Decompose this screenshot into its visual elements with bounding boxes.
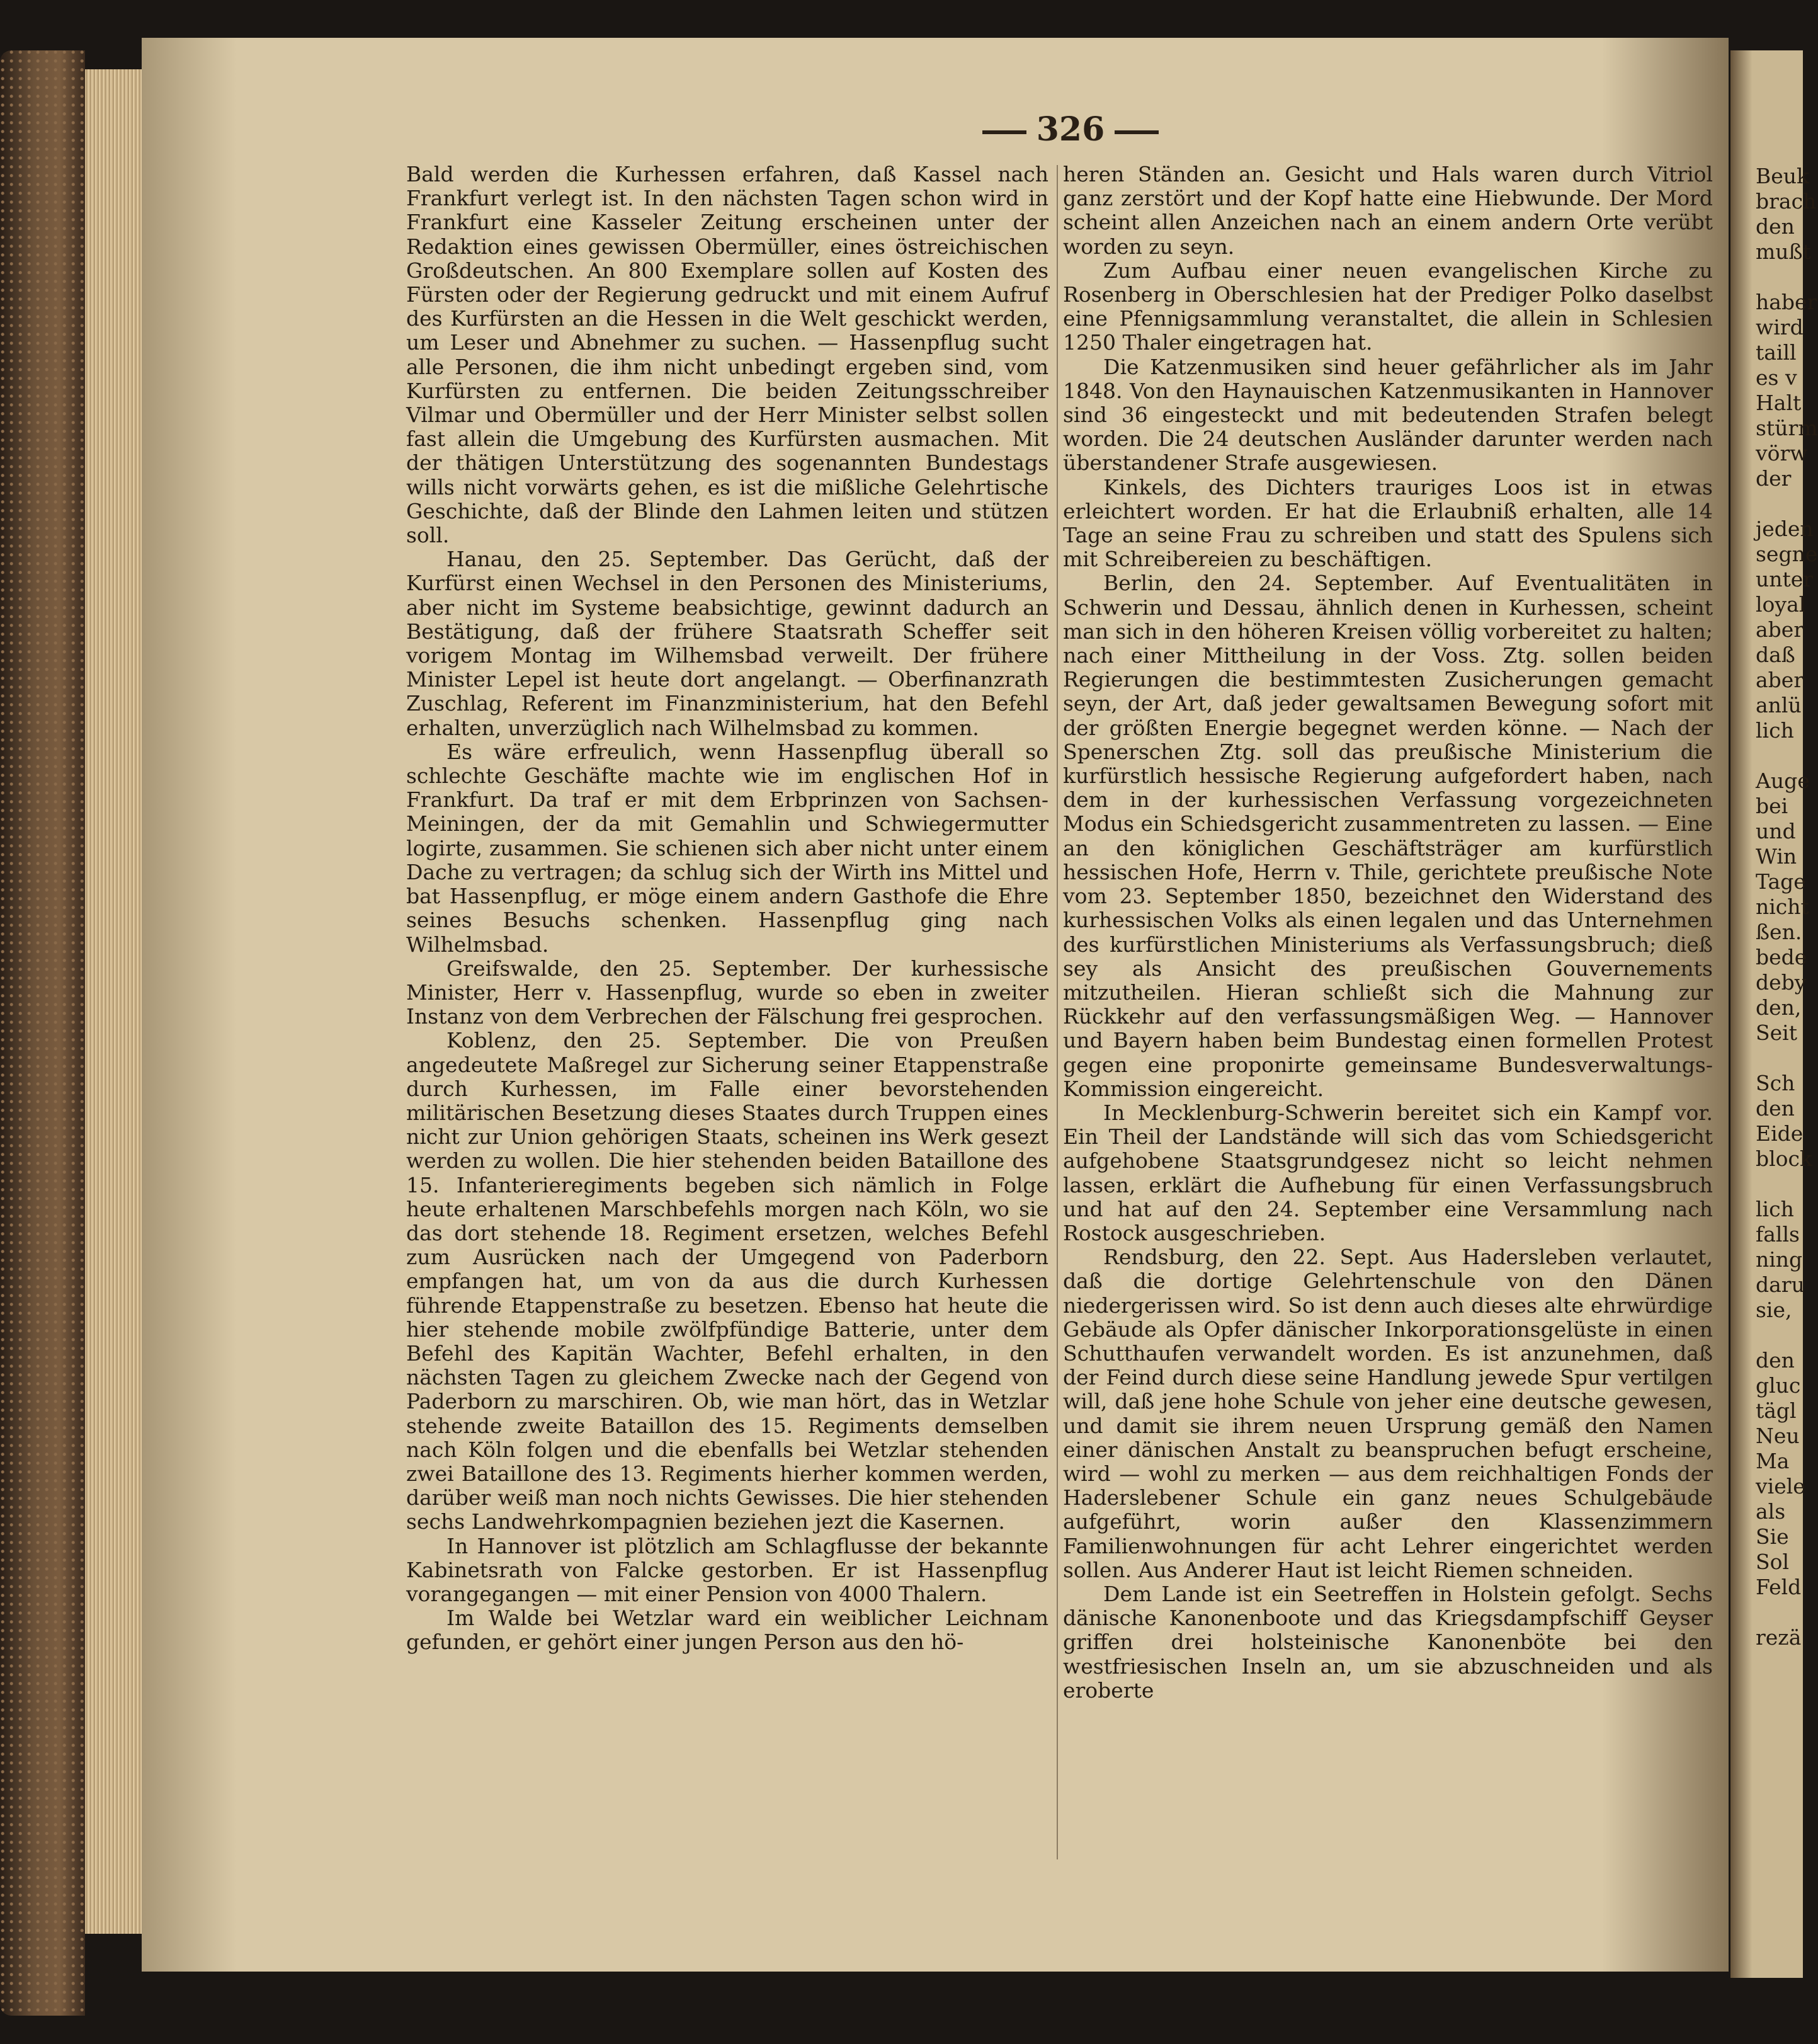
facing-page-fragment: bei (1756, 794, 1788, 818)
article-paragraph: Rendsburg, den 22. Sept. Aus Hadersleben verlautet, daß die dortige Gelehrtenschule von den Dänen niedergerissen wird. So ist denn auch dieses alte ehrwürdige Gebäude als Opfer dänischer Inkorporationsgelüste in einen Schutthaufen verwandelt worden. Es ist anzunehmen, daß der Feind durch diese seine Handlung jewede Spur vertilgen will, daß jene hohe Schule von jeher eine deutsche gewesen, und damit sie ihrem neuen Ursprung gemäß den Namen einer dänischen Anstalt zu beanspruchen befugt erscheine, wird — wohl zu merken — aus dem reichhaltigen Fonds der Haderslebener Schule ein ganz neues Schulgebäude aufgeführt, worin außer den Klassenzimmern Familienwohnungen für acht Lehrer eingerichtet werden sollen. Aus Anderer Haut ist leicht Riemen schneiden. (1063, 1245, 1713, 1582)
facing-page-fragment: lich (1756, 1197, 1794, 1221)
facing-page-fragment (1756, 1172, 1806, 1197)
facing-page-fragment: rezä (1756, 1625, 1802, 1650)
article-paragraph: Hanau, den 25. September. Das Gerücht, daß der Kurfürst einen Wechsel in den Personen des Ministeriums, aber nicht im Systeme beabsichtige, gewinnt dadurch an Bestätigung, daß der frühere Staatsrath Scheffer seit vorigem Montag im Wilhemsbad verweilt. Der frühere Minister Lepel ist heute dort angelangt. — Oberfinanzrath Zuschlag, Referent im Finanzministerium, hat den Befehl erhalten, unverzüglich nach Wilhelmsbad zu kommen. (406, 547, 1048, 740)
article-paragraph: heren Ständen an. Gesicht und Hals waren durch Vitriol ganz zerstört und der Kopf hatte eine Hiebwunde. Der Mord scheint allen Anzeichen nach an einem andern Orte verübt worden zu seyn. (1063, 162, 1713, 259)
facing-page-fragment: Sol (1756, 1550, 1790, 1574)
facing-page-fragment: Seit (1756, 1020, 1797, 1045)
facing-page-fragment: Eide (1756, 1121, 1804, 1146)
facing-page-fragment: haber (1756, 290, 1817, 314)
facing-page-fragment: Neu (1756, 1424, 1800, 1448)
facing-page-fragment: falls (1756, 1222, 1800, 1247)
facing-page-fragment: Halt (1756, 391, 1802, 415)
facing-page-fragment: den, (1756, 995, 1802, 1020)
facing-page-fragment: als (1756, 1499, 1786, 1524)
facing-page-fragment: sie, (1756, 1298, 1792, 1322)
facing-page-fragment: nicht (1756, 894, 1809, 919)
facing-page-fragment: wird (1756, 315, 1804, 340)
left-column (406, 163, 1048, 1655)
facing-page-text-fragments (1756, 164, 1818, 1650)
facing-page-fragment: loyal (1756, 592, 1806, 617)
facing-page-fragment: unter (1756, 567, 1814, 591)
facing-page-fragment: den (1756, 1096, 1795, 1121)
facing-page-fragment: daru (1756, 1272, 1805, 1297)
facing-page-fragment: Auge (1756, 768, 1810, 793)
article-paragraph: Berlin, den 24. September. Auf Eventualitäten in Schwerin und Dessau, ähnlich denen in Kurhessen, scheint man sich in den höheren Kreisen völlig vorbereitet zu halten; nach einer Mittheilung in der Voss. Ztg. sollen beiden Regierungen die bestimmtesten Zusicherungen gemacht seyn, der Art, daß jeder gewaltsamen Bewegung sofort mit der größten Energie begegnet werden könne. — Nach der Spenerschen Ztg. soll das preußische Ministerium die kurfürstlich hessische Regierung aufgefordert haben, nach dem in der kurhessischen Verfassung vorgezeichneten Modus ein Schiedsgericht zusammentreten zu lassen. — Eine an den königlichen Geschäftsträger am kurfürstlich hessischen Hofe, Herrn v. Thile, gerichtete preußische Note vom 23. September 1850, bezeichnet den Widerstand des kurhessischen Volks als einen legalen und das Unternehmen des kurfürstlichen Ministeriums als Verfassungsbruch; dieß sey als Ansicht des preußischen Gouvernements mitzutheilen. Hieran schließt sich die Mahnung zur Rückkehr auf den verfassungsmäßigen Weg. — Hannover und Bayern haben beim Bundestag einen formellen Protest gegen eine proponirte gemeinsame Bundesverwaltungs-Kommission eingereicht. (1063, 571, 1713, 1101)
facing-page-fragment: Tage (1756, 869, 1806, 894)
article-paragraph: Greifswalde, den 25. September. Der kurhessische Minister, Herr v. Hassenpflug, wurde so eben in zweiter Instanz von dem Verbrechen der Fälschung frei gesprochen. (406, 956, 1048, 1029)
article-paragraph: Dem Lande ist ein Seetreffen in Holstein gefolgt. Sechs dänische Kanonenboote und das Kriegsdampfschiff Geyser griffen drei holsteinische Kanonenböte bei den westfriesischen Inseln an, um sie abzuschneiden und als eroberte (1063, 1581, 1713, 1703)
facing-page-fragment: Sie (1756, 1524, 1789, 1549)
facing-page-fragment: Win (1756, 844, 1797, 869)
facing-page-fragment: den (1756, 1348, 1795, 1373)
article-paragraph: Zum Aufbau einer neuen evangelischen Kirche zu Rosenberg in Oberschlesien hat der Prediger Polko daselbst eine Pfennigsammlung veranstaltet, die allein in Schlesien 1250 Thaler eingetragen hat. (1063, 258, 1713, 355)
article-paragraph: In Mecklenburg-Schwerin bereitet sich ein Kampf vor. Ein Theil der Landstände will sich das vom Schiedsgericht aufgehobene Staatsgrundgesez nicht so leicht nehmen lassen, erklärt die Aufhebung für einen Verfassungsbruch und hat auf den 24. September eine Versammlung nach Rostock ausgeschrieben. (1063, 1100, 1713, 1245)
facing-page-fragment: deby (1756, 970, 1807, 995)
facing-page-fragment: gluc (1756, 1373, 1801, 1398)
right-column (1063, 163, 1713, 1703)
header-ornament-right (1115, 130, 1159, 134)
article-paragraph: Es wäre erfreulich, wenn Hassenpflug überall so schlechte Geschäfte machte wie im englischen Hof in Frankfurt. Da traf er mit dem Erbprinzen von Sachsen-Meiningen, der da mit Gemahlin und Schwiegermutter logirte, zusammen. Sie schienen sich aber nicht unter einem Dache zu vertragen; da schlug sich der Wirth ins Mittel und bat Hassenpflug, er möge einem andern Gasthofe die Ehre seines Besuchs schenken. Hassenpflug ging nach Wilhelmsbad. (406, 739, 1048, 957)
facing-page-fragment (1756, 1600, 1806, 1625)
column-divider (1057, 165, 1058, 1859)
facing-page-fragment (1756, 1046, 1806, 1071)
facing-page-fragment: ning (1756, 1247, 1803, 1272)
facing-page-fragment: der (1756, 466, 1792, 491)
facing-page-fragment: daß (1756, 642, 1795, 667)
facing-page-fragment: aber (1756, 668, 1804, 692)
facing-page-fragment (1756, 491, 1806, 517)
article-paragraph: Bald werden die Kurhessen erfahren, daß Kassel nach Frankfurt verlegt ist. In den nächsten Tagen schon wird in Frankfurt eine Kasseler Zeitung erscheinen unter der Redaktion eines gewissen Obermüller, eines östreichischen Großdeutschen. An 800 Exemplare sollen auf Kosten des Fürsten oder der Regierung gedruckt und mit einem Aufruf des Kurfürsten an die Hessen in die Welt geschickt werden, um Leser und Abnehmer zu suchen. — Hassenpflug sucht alle Personen, die ihm nicht unbedingt ergeben sind, vom Kurfürsten zu entfernen. Die beiden Zeitungsschreiber Vilmar und Obermüller und der Herr Minister selbst sollen fast allein die Umgebung des Kurfürsten ausmachen. Mit der thätigen Unterstützung des sogenannten Bundestags wills nicht vorwärts gehen, es ist die mißliche Gelehrtische Geschichte, daß der Blinde den Lahmen leiten und stützen soll. (406, 162, 1048, 548)
facing-page-fragment: brach (1756, 189, 1817, 214)
facing-page-fragment (1756, 743, 1806, 768)
article-paragraph: In Hannover ist plötzlich am Schlagflusse der bekannte Kabinetsrath von Falcke gestorben. Er ist Hassenpflug vorangegangen — mit einer Pension von 4000 Thalern. (406, 1533, 1048, 1606)
facing-page-fragment: viele (1756, 1474, 1805, 1499)
facing-page-fragment: segne (1756, 542, 1818, 566)
header-ornament-left (982, 130, 1026, 134)
facing-page-fragment: den (1756, 214, 1795, 239)
facing-page-fragment: Ma (1756, 1449, 1790, 1473)
facing-page-fragment: es v (1756, 365, 1797, 390)
facing-page-fragment: anlü (1756, 693, 1802, 717)
article-paragraph: Kinkels, des Dichters trauriges Loos ist in etwas erleichtert worden. Er hat die Erlaubniß erhalten, alle 14 Tage an seine Frau zu schreiben und statt des Spulens sich mit Schreibereien zu beschäftigen. (1063, 474, 1713, 572)
facing-page-fragment: vörw (1756, 441, 1808, 465)
facing-page-fragment: jeden (1756, 517, 1814, 541)
facing-page-fragment: stürm (1756, 416, 1818, 440)
facing-page-fragment (1756, 265, 1806, 290)
facing-page-fragment: Beuk (1756, 164, 1810, 188)
facing-page-fragment: und (1756, 819, 1796, 843)
facing-page-fragment (1756, 1323, 1806, 1348)
page-header (945, 110, 1196, 149)
facing-page-fragment: aber (1756, 617, 1804, 642)
facing-page-fragment: block (1756, 1146, 1813, 1171)
facing-page-fragment: bede (1756, 945, 1807, 969)
facing-page-fragment: ßen. (1756, 920, 1802, 944)
article-paragraph: Koblenz, den 25. September. Die von Preußen angedeutete Maßregel zur Sicherung seiner Etappenstraße durch Kurhessen, im Falle einer bevorstehenden militärischen Besetzung dieses Staates durch Truppen eines nicht zur Union gehörigen Staats, scheinen ins Werk gesezt werden zu wollen. Die hier stehenden beiden Bataillone des 15. Infanterieregiments begeben sich nämlich in Folge heute erhaltenen Marschbefehls morgen nach Köln, wo sie das dort stehende 18. Regiment ersetzen, welches Befehl zum Ausrücken nach der Umgegend von Paderborn empfangen hat, um von da aus die durch Kurhessen führende Etappenstraße zu besetzen. Ebenso hat heute die hier stehende mobile zwölfpfündige Batterie, unter dem Befehl des Kapitän Wachter, Befehl erhalten, in den nächsten Tagen zu gleichem Zwecke nach der Gegend von Paderborn zu marschiren. Ob, wie man hört, das in Wetzlar stehende zweite Bataillon des 15. Regiments demselben nach Köln folgen und die ebenfalls bei Wetzlar stehenden zwei Bataillone des 13. Regiments hierher kommen werden, darüber weiß man noch nichts Gewisses. Die hier stehenden sechs Landwehrkompagnien beziehen jezt die Kasernen. (406, 1028, 1048, 1534)
article-paragraph: Die Katzenmusiken sind heuer gefährlicher als im Jahr 1848. Von den Haynauischen Katzenmusikanten in Hannover sind 36 eingesteckt und mit bedeutenden Strafen belegt worden. Die 24 deutschen Ausländer darunter werden nach überstandener Strafe ausgewiesen. (1063, 354, 1713, 476)
facing-page-fragment: mußt (1756, 239, 1811, 264)
facing-page-fragment: Sch (1756, 1071, 1795, 1095)
facing-page-fragment: taill (1756, 340, 1797, 365)
article-paragraph: Im Walde bei Wetzlar ward ein weiblicher Leichnam gefunden, er gehört einer jungen Person aus den hö- (406, 1606, 1048, 1655)
facing-page-fragment: Feld (1756, 1575, 1802, 1599)
facing-page-fragment: tägl (1756, 1398, 1797, 1423)
page-number: 326 (1036, 110, 1105, 149)
book-cover-edge (0, 50, 85, 2016)
facing-page-fragment: lich (1756, 718, 1794, 743)
